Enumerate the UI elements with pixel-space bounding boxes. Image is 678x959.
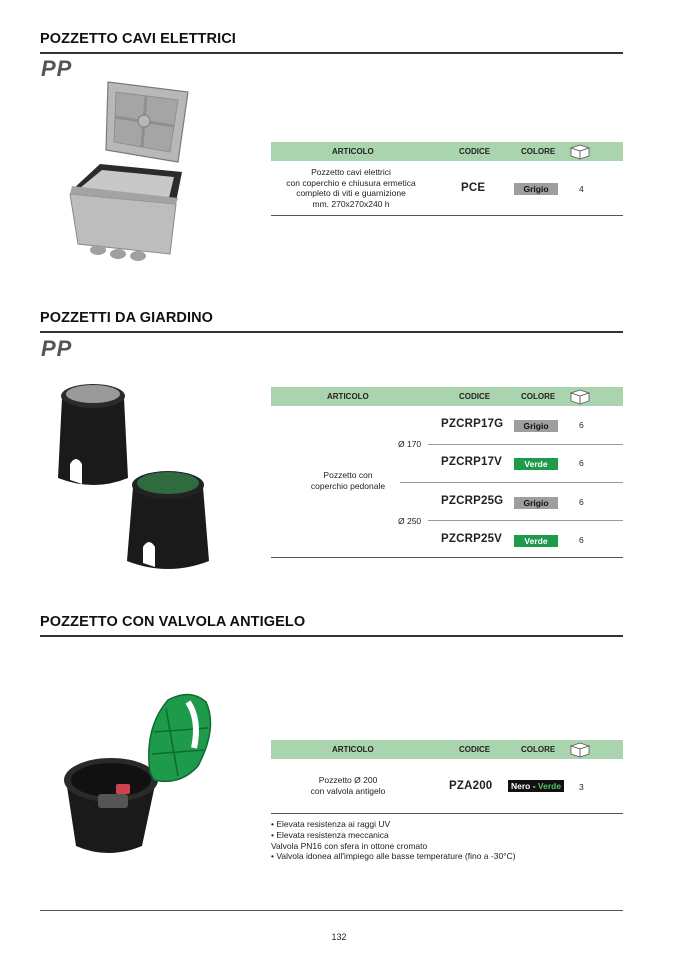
color-badge: Verde <box>514 458 558 470</box>
color-nero: Nero <box>510 781 531 791</box>
pack-quantity: 6 <box>579 458 584 468</box>
color-separator: - <box>530 781 538 791</box>
product-image-pozzetto-170 <box>54 380 134 490</box>
box-icon <box>569 741 591 758</box>
table-bottom-rule <box>271 813 623 814</box>
product-code: PZCRP17V <box>441 456 503 468</box>
product-code: PZCRP25V <box>441 533 503 545</box>
header-articolo: ARTICOLO <box>327 392 369 401</box>
diameter-250: Ø 250 <box>398 516 422 526</box>
section-title-giardino: POZZETTI DA GIARDINO <box>40 310 214 326</box>
pack-quantity: 3 <box>579 782 584 792</box>
product-code: PZA200 <box>449 780 493 792</box>
pack-quantity: 6 <box>579 535 584 545</box>
diameter-170: Ø 170 <box>398 439 422 449</box>
pack-quantity: 6 <box>579 497 584 507</box>
header-colore: COLORE <box>521 147 556 156</box>
feature-notes <box>271 819 516 862</box>
header-articolo: ARTICOLO <box>332 745 374 754</box>
table-bottom-rule <box>271 215 623 216</box>
box-icon <box>569 143 591 160</box>
product-code: PCE <box>461 182 486 194</box>
footer-rule <box>40 910 623 911</box>
note-item: • Elevata resistenza meccanica <box>271 829 389 840</box>
pack-quantity: 6 <box>579 420 584 430</box>
table-header-giardino <box>271 387 623 406</box>
pack-quantity: 4 <box>579 184 584 194</box>
header-articolo: ARTICOLO <box>332 147 374 156</box>
table-header-antigelo <box>271 740 623 759</box>
section-title-cavi: POZZETTO CAVI ELETTRICI <box>40 31 236 47</box>
product-image-pozzetto-250 <box>123 465 213 573</box>
row-divider <box>428 520 623 521</box>
color-verde: Verde <box>537 781 562 791</box>
note-item: • Elevata resistenza ai raggi UV <box>271 819 391 829</box>
header-codice: CODICE <box>459 392 491 401</box>
product-code: PZCRP17G <box>441 418 504 430</box>
header-codice: CODICE <box>459 745 491 754</box>
box-icon <box>569 388 591 405</box>
color-badge: Grigio <box>514 183 558 195</box>
section-rule <box>40 635 623 637</box>
color-badge: Grigio <box>514 497 558 509</box>
product-image-pozzetto-antigelo <box>58 688 218 860</box>
note-item: Valvola PN16 con sfera in ottone cromato <box>271 840 428 851</box>
article-description: Pozzetto cavi elettrici con coperchio e chiusura ermetica completo di viti e guarnizione mm. 270x270x240 h <box>286 167 416 209</box>
product-image-pozzetto-cavi <box>66 78 196 268</box>
row-divider <box>428 444 623 445</box>
color-badge: Verde <box>514 535 558 547</box>
color-badge: Grigio <box>514 420 558 432</box>
article-description: Pozzetto Ø 200 con valvola antigelo <box>310 775 386 796</box>
brand-pp-logo: PP <box>41 56 73 81</box>
article-description: Pozzetto con coperchio pedonale <box>310 470 386 491</box>
table-header-cavi <box>271 142 623 161</box>
header-colore: COLORE <box>521 392 556 401</box>
header-codice: CODICE <box>459 147 491 156</box>
table-bottom-rule <box>271 557 623 558</box>
section-rule <box>40 331 623 333</box>
section-title-antigelo: POZZETTO CON VALVOLA ANTIGELO <box>40 614 306 630</box>
brand-pp-logo: PP <box>41 336 73 361</box>
page-number: 132 <box>331 932 347 942</box>
product-code: PZCRP25G <box>441 495 504 507</box>
section-rule <box>40 52 623 54</box>
color-badge <box>508 780 564 792</box>
header-colore: COLORE <box>521 745 556 754</box>
note-item: • Valvola idonea all'impiego alle basse temperature (fino a -30°C) <box>271 851 516 862</box>
row-divider <box>400 482 623 483</box>
